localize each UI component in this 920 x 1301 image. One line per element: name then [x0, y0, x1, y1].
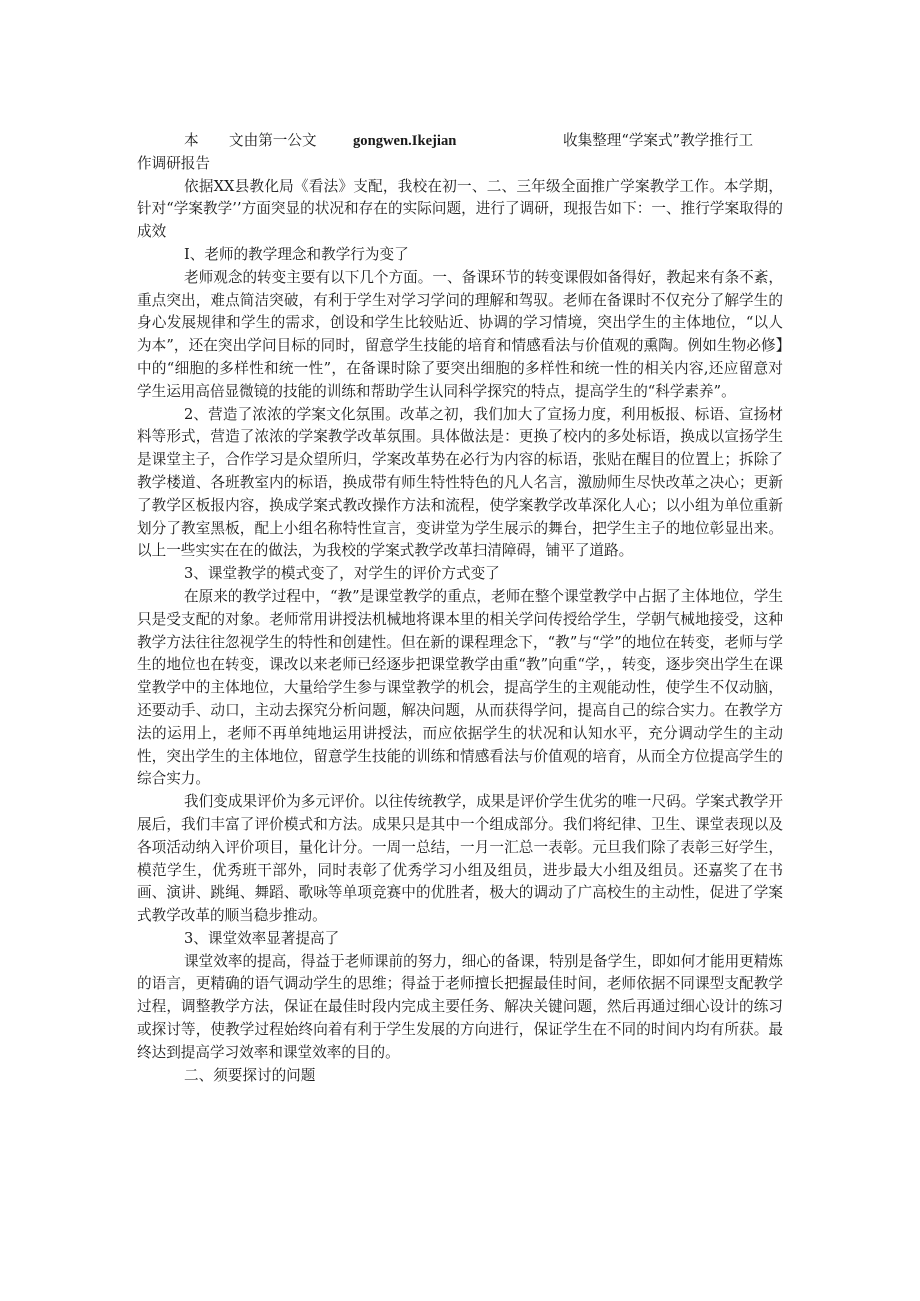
section1-body: 老师观念的转变主要有以下几个方面。一、备课环节的转变课假如备得好，教起来有条不紊，重点突出，难点简洁突破，有利于学生对学习学问的理解和驾驭。老师在备课时不仅充分了解学生的身心发展规律和学生的需求，创设和学生比较贴近、协调的学习情境，突出学生的主体地位，“以人为本”，还在突出学问目标的同时，留意学生技能的培育和情感看法与价值观的熏陶。例如生物必修】中的“细胞的多样性和统一性”，在备课时除了要突出细胞的多样性和统一性的相关内容,还应留意对学生运用高倍显微镜的技能的训练和帮助学生认同科学探究的特点，提高学生的“科学素养”。	[137, 268, 783, 400]
section4-heading: 3、课堂效率显著提高了	[184, 929, 340, 947]
document-page	[137, 130, 783, 1087]
part2-heading: 二、须要探讨的问题	[184, 1066, 316, 1084]
section4-body: 课堂效率的提高，得益于老师课前的努力，细心的备课，特别是备学生，即如何才能用更精炼的语言，更精确的语气调动学生的思维；得益于老师擅长把握最佳时间，老师依据不同课型支配教学过程，调整教学方法，保证在最佳时段内完成主要任务、解决关键问题，然后再通过细心设计的练习或探讨等，使教学过程始终向着有利于学生发展的方向进行，保证学生在不同的时间内均有所获。最终达到提高学习效率和课堂效率的目的。	[137, 952, 783, 1061]
section3-body2: 我们变成果评价为多元评价。以往传统教学，成果是评价学生优劣的唯一尺码。学案式教学开展后，我们丰富了评价模式和方法。成果只是其中一个组成部分。我们将纪律、卫生、课堂表现以及各项活动纳入评价项目，量化计分。一周一总结，一月一汇总一表彰。元旦我们除了表彰三好学生，模范学生，优秀班干部外，同时表彰了优秀学习小组及组员，进步最大小组及组员。还嘉奖了在书画、演讲、跳绳、舞蹈、歌咏等单项竞赛中的优胜者，极大的调动了广高校生的主动性，促进了学案式教学改革的顺当稳步推动。	[137, 793, 783, 925]
section3-body1: 在原来的教学过程中，“教”是课堂教学的重点，老师在整个课堂教学中占据了主体地位，学生只是受支配的对象。老师常用讲授法机械地将课本里的相关学问传授给学生，学朝气械地接受，这种教学方法往往忽视学生的特性和创建性。但在新的课程理念下，“教”与“学”的地位在转变，老师与学生的地位也在转变，课改以来老师已经逐步把课堂教学由重“教”向重“学，，转变，逐步突出学生在课堂教学中的主体地位，大量给学生参与课堂教学的机会，提高学生的主观能动性，使学生不仅动脑，还要动手、动口，主动去探究分析问题，解决问题，从而获得学问，提高自己的综合实力。在教学方法的运用上，老师不再单纯地运用讲授法，而应依据学生的状况和认知水平，充分调动学生的主动性，突出学生的主体地位，留意学生技能的训练和情感看法与价值观的培育，从而全方位提高学生的综合实力。	[137, 587, 783, 788]
header-site: gongwen.Ikejian	[353, 133, 457, 149]
section1-heading: I、老师的教学理念和教学行为变了	[184, 245, 409, 263]
intro-paragraph: 依据XX县教化局《看法》支配，我校在初一、二、三年级全面推广学案教学工作。本学期，针对“学案教学’’方面突显的状况和存在的实际问题，进行了调研，现报告如下：一、推行学案取得的成效	[137, 177, 783, 241]
header-title: 收集整理“学案式”教学推行工	[563, 132, 754, 149]
header-source: 文由第一公文	[229, 132, 317, 149]
header-line	[137, 130, 783, 153]
title-continuation: 作调研报告	[137, 154, 210, 172]
header-ben: 本	[184, 132, 199, 149]
section3-heading: 3、课堂教学的模式变了，对学生的评价方式变了	[184, 565, 500, 583]
section2-body: 2、营造了浓浓的学案文化氛围。改革之初，我们加大了宣扬力度，利用板报、标语、宣扬材料等形式，营造了浓浓的学案教学改革氛围。具体做法是：更换了校内的多处标语，换成以宣扬学生是课堂主子，合作学习是众望所归，学案改革势在必行为内容的标语，张贴在醒目的位置上；拆除了教学楼道、各班教室内的标语，换成带有师生特性特色的凡人名言，激励师生尽快改革之决心；更新了教学区板报内容，换成学案式教改操作方法和流程，使学案教学改革深化人心；以小组为单位重新划分了教室黑板，配上小组名称特性宣言，变讲堂为学生展示的舞台，把学生主子的地位彰显出来。以上一些实实在在的做法，为我校的学案式教学改革扫清障碍，铺平了道路。	[137, 405, 783, 560]
